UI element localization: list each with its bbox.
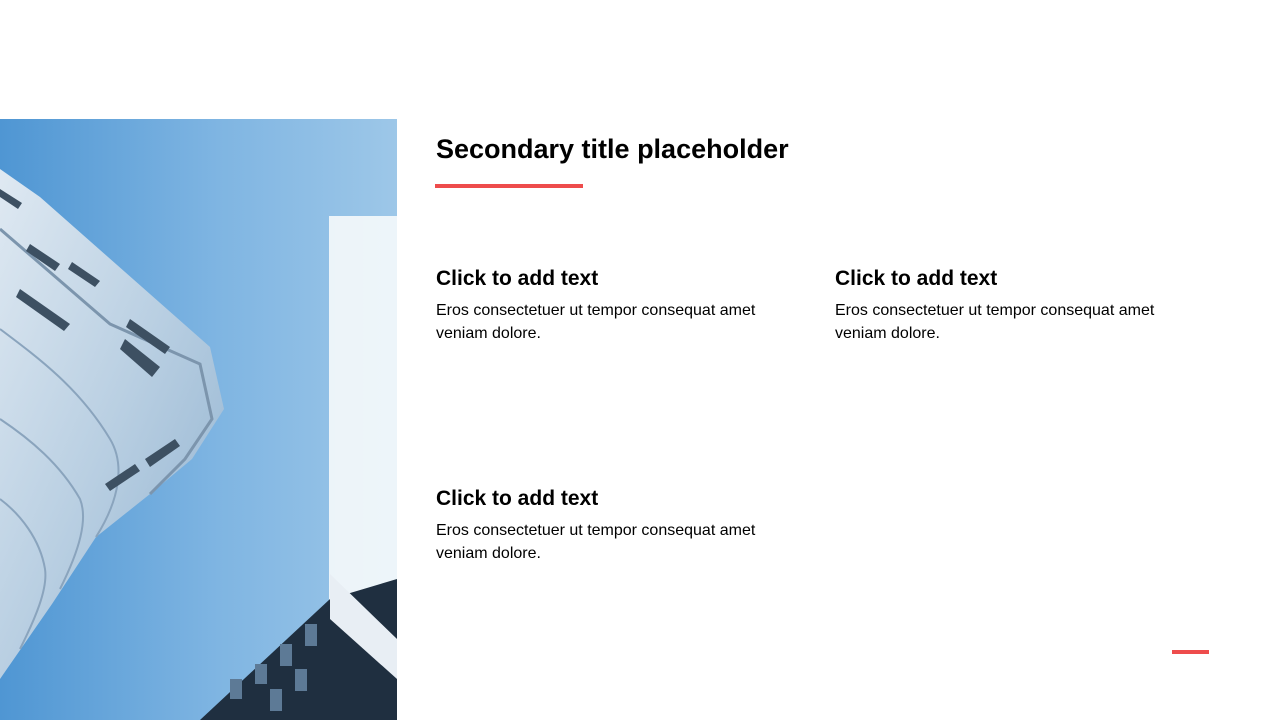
building-photo xyxy=(0,119,397,720)
title-underline xyxy=(435,184,583,188)
text-card-2[interactable] xyxy=(835,265,1185,345)
corner-accent-bar xyxy=(1172,650,1209,654)
text-card-1[interactable] xyxy=(436,265,786,345)
card-heading[interactable]: Click to add text xyxy=(436,487,599,510)
text-card-3[interactable] xyxy=(436,485,786,565)
card-body[interactable]: Eros consectetuer ut tempor consequat amet veniam dolore. xyxy=(436,522,756,562)
card-body[interactable]: Eros consectetuer ut tempor consequat amet veniam dolore. xyxy=(835,302,1155,342)
card-body[interactable]: Eros consectetuer ut tempor consequat amet veniam dolore. xyxy=(436,302,756,342)
page-title[interactable]: Secondary title placeholder xyxy=(436,134,789,164)
card-heading[interactable]: Click to add text xyxy=(436,267,599,290)
card-heading[interactable]: Click to add text xyxy=(835,267,998,290)
